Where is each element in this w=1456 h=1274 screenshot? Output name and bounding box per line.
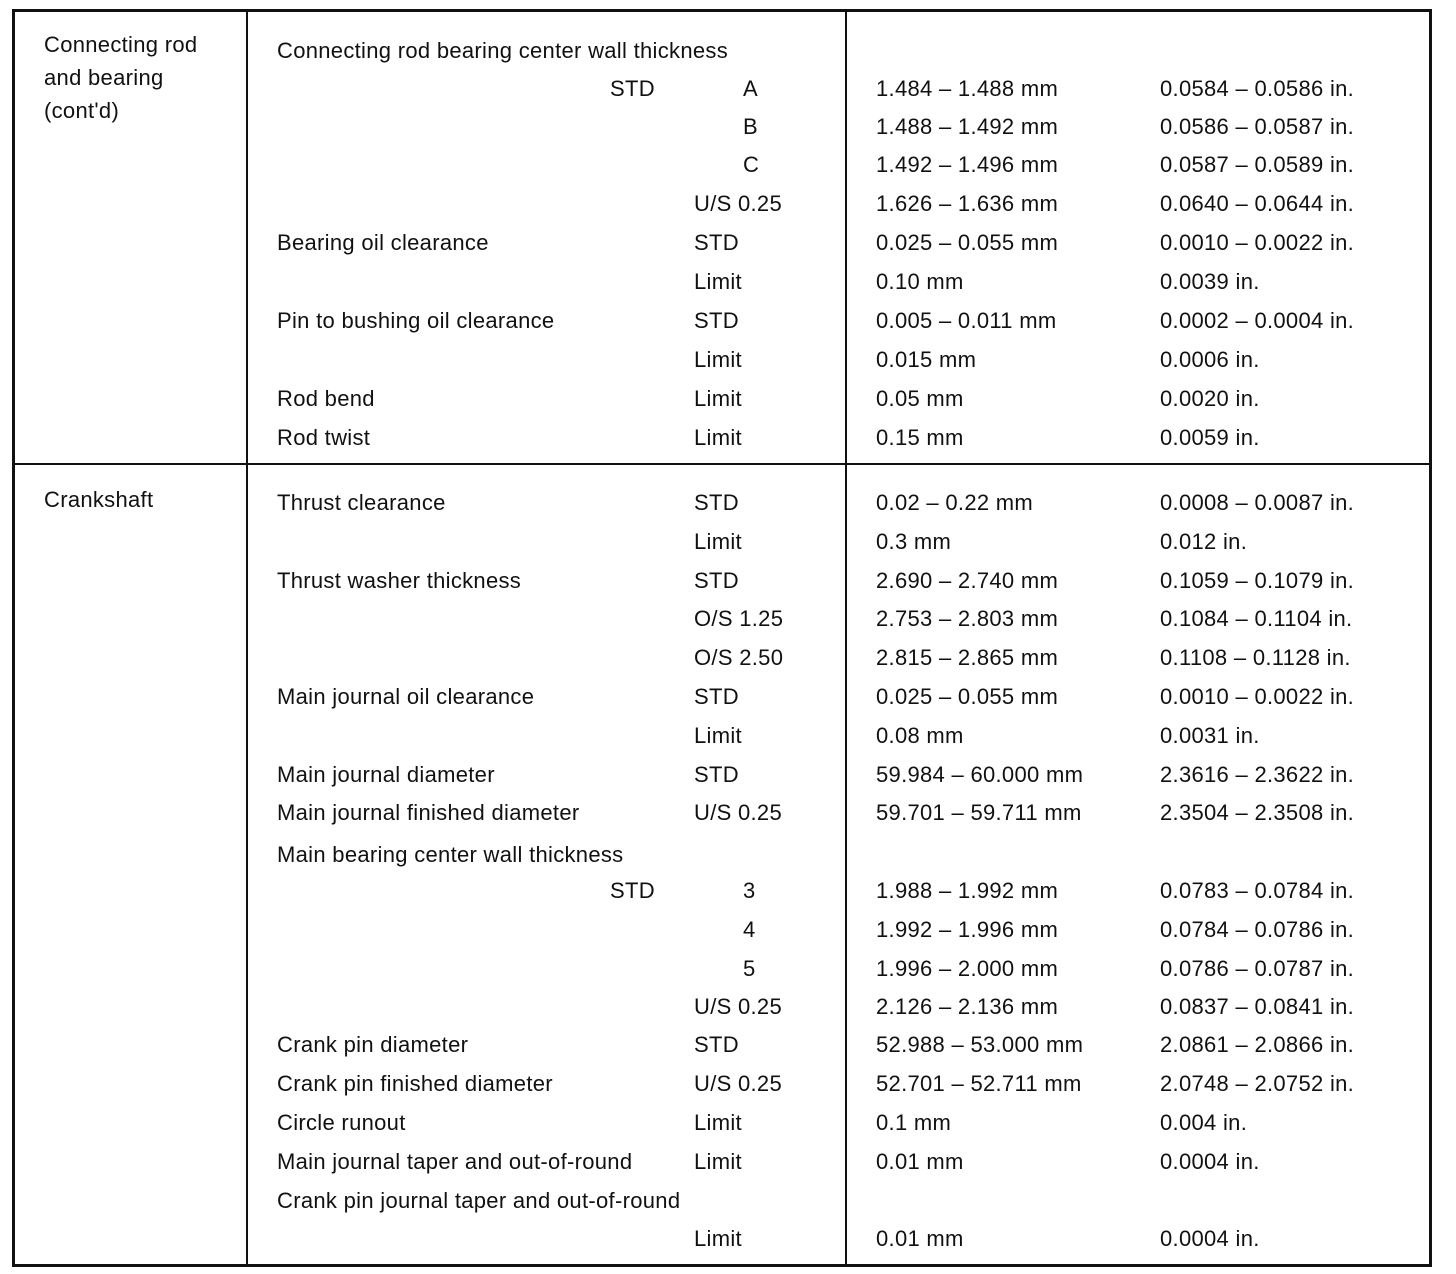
column-divider-2 xyxy=(845,9,847,1267)
spec-item-label: Main journal finished diameter xyxy=(277,800,580,825)
condition-label: Limit xyxy=(694,1226,742,1251)
value-inch: 0.0783 – 0.0784 in. xyxy=(1160,878,1355,903)
condition-label: Limit xyxy=(694,1149,742,1174)
value-inch: 0.0837 – 0.0841 in. xyxy=(1160,994,1355,1019)
spec-item-label: Connecting rod bearing center wall thickness xyxy=(277,38,728,63)
grade-std-label: STD xyxy=(610,878,655,903)
condition-label: STD xyxy=(694,568,739,593)
condition-label: U/S 0.25 xyxy=(694,1071,783,1096)
condition-label: Limit xyxy=(694,1110,742,1135)
condition-label: STD xyxy=(694,490,739,515)
value-mm: 0.025 – 0.055 mm xyxy=(876,684,1059,709)
condition-label: U/S 0.25 xyxy=(694,800,783,825)
spec-item-label: Main bearing center wall thickness xyxy=(277,842,624,867)
value-inch: 2.3504 – 2.3508 in. xyxy=(1160,800,1355,825)
grade-mark: B xyxy=(743,114,758,139)
condition-label: Limit xyxy=(694,269,742,294)
value-mm: 1.996 – 2.000 mm xyxy=(876,956,1059,981)
condition-label: Limit xyxy=(694,723,742,748)
value-mm: 0.025 – 0.055 mm xyxy=(876,230,1059,255)
value-mm: 0.015 mm xyxy=(876,347,977,372)
grade-mark: C xyxy=(743,152,760,177)
value-mm: 1.626 – 1.636 mm xyxy=(876,191,1059,216)
grade-mark: A xyxy=(743,76,758,101)
value-inch: 0.1108 – 0.1128 in. xyxy=(1160,645,1351,670)
value-inch: 0.0587 – 0.0589 in. xyxy=(1160,152,1355,177)
section-title-line: Crankshaft xyxy=(44,487,154,512)
grade-mark: 5 xyxy=(743,956,756,981)
value-inch: 0.0010 – 0.0022 in. xyxy=(1160,230,1355,255)
value-inch: 0.0059 in. xyxy=(1160,425,1260,450)
value-inch: 0.0640 – 0.0644 in. xyxy=(1160,191,1355,216)
condition-label: U/S 0.25 xyxy=(694,191,783,216)
value-mm: 0.005 – 0.011 mm xyxy=(876,308,1057,333)
value-mm: 0.1 mm xyxy=(876,1110,952,1135)
condition-label: O/S 1.25 xyxy=(694,606,784,631)
value-inch: 0.0002 – 0.0004 in. xyxy=(1160,308,1355,333)
value-inch: 0.0784 – 0.0786 in. xyxy=(1160,917,1355,942)
value-mm: 0.15 mm xyxy=(876,425,964,450)
spec-item-label: Main journal diameter xyxy=(277,762,495,787)
condition-label: STD xyxy=(694,684,739,709)
section-divider xyxy=(12,463,1432,465)
value-inch: 2.3616 – 2.3622 in. xyxy=(1160,762,1355,787)
value-inch: 0.0020 in. xyxy=(1160,386,1260,411)
value-inch: 0.004 in. xyxy=(1160,1110,1248,1135)
value-mm: 1.988 – 1.992 mm xyxy=(876,878,1059,903)
spec-item-label: Rod bend xyxy=(277,386,375,411)
grade-std-label: STD xyxy=(610,76,655,101)
value-mm: 2.815 – 2.865 mm xyxy=(876,645,1059,670)
value-inch: 2.0861 – 2.0866 in. xyxy=(1160,1032,1355,1057)
condition-label: Limit xyxy=(694,386,742,411)
value-mm: 0.02 – 0.22 mm xyxy=(876,490,1034,515)
value-mm: 52.988 – 53.000 mm xyxy=(876,1032,1084,1057)
spec-item-label: Rod twist xyxy=(277,425,371,450)
value-inch: 0.0006 in. xyxy=(1160,347,1260,372)
value-mm: 52.701 – 52.711 mm xyxy=(876,1071,1082,1096)
value-inch: 0.0584 – 0.0586 in. xyxy=(1160,76,1355,101)
spec-item-label: Bearing oil clearance xyxy=(277,230,489,255)
spec-item-label: Crank pin finished diameter xyxy=(277,1071,553,1096)
value-mm: 1.992 – 1.996 mm xyxy=(876,917,1059,942)
condition-label: Limit xyxy=(694,425,742,450)
section-title-line: Connecting rod xyxy=(44,32,198,57)
condition-label: U/S 0.25 xyxy=(694,994,783,1019)
value-inch: 0.0031 in. xyxy=(1160,723,1260,748)
value-mm: 2.690 – 2.740 mm xyxy=(876,568,1059,593)
value-mm: 1.492 – 1.496 mm xyxy=(876,152,1059,177)
value-mm: 59.701 – 59.711 mm xyxy=(876,800,1082,825)
value-inch: 0.0039 in. xyxy=(1160,269,1260,294)
value-inch: 0.0004 in. xyxy=(1160,1149,1260,1174)
value-inch: 0.0008 – 0.0087 in. xyxy=(1160,490,1355,515)
value-mm: 0.01 mm xyxy=(876,1226,964,1251)
value-mm: 0.08 mm xyxy=(876,723,964,748)
spec-item-label: Thrust washer thickness xyxy=(277,568,522,593)
spec-item-label: Crank pin diameter xyxy=(277,1032,469,1057)
value-mm: 0.10 mm xyxy=(876,269,964,294)
grade-mark: 4 xyxy=(743,917,756,942)
value-mm: 0.01 mm xyxy=(876,1149,964,1174)
condition-label: O/S 2.50 xyxy=(694,645,784,670)
column-divider-1 xyxy=(246,9,248,1267)
section-title-line: and bearing xyxy=(44,65,164,90)
condition-label: STD xyxy=(694,1032,739,1057)
spec-item-label: Pin to bushing oil clearance xyxy=(277,308,555,333)
value-mm: 0.3 mm xyxy=(876,529,952,554)
value-inch: 2.0748 – 2.0752 in. xyxy=(1160,1071,1355,1096)
value-inch: 0.1059 – 0.1079 in. xyxy=(1160,568,1355,593)
spec-item-label: Circle runout xyxy=(277,1110,406,1135)
value-inch: 0.012 in. xyxy=(1160,529,1248,554)
value-inch: 0.0010 – 0.0022 in. xyxy=(1160,684,1355,709)
value-mm: 0.05 mm xyxy=(876,386,964,411)
value-mm: 2.126 – 2.136 mm xyxy=(876,994,1059,1019)
grade-mark: 3 xyxy=(743,878,756,903)
condition-label: Limit xyxy=(694,529,742,554)
spec-item-label: Main journal oil clearance xyxy=(277,684,535,709)
value-mm: 2.753 – 2.803 mm xyxy=(876,606,1059,631)
spec-item-label: Crank pin journal taper and out-of-round xyxy=(277,1188,681,1213)
value-mm: 59.984 – 60.000 mm xyxy=(876,762,1084,787)
value-inch: 0.1084 – 0.1104 in. xyxy=(1160,606,1353,631)
condition-label: STD xyxy=(694,230,739,255)
section-title-line: (cont'd) xyxy=(44,98,120,123)
condition-label: STD xyxy=(694,308,739,333)
value-inch: 0.0586 – 0.0587 in. xyxy=(1160,114,1355,139)
spec-item-label: Thrust clearance xyxy=(277,490,446,515)
value-mm: 1.484 – 1.488 mm xyxy=(876,76,1059,101)
condition-label: Limit xyxy=(694,347,742,372)
value-inch: 0.0786 – 0.0787 in. xyxy=(1160,956,1355,981)
spec-item-label: Main journal taper and out-of-round xyxy=(277,1149,633,1174)
value-inch: 0.0004 in. xyxy=(1160,1226,1260,1251)
value-mm: 1.488 – 1.492 mm xyxy=(876,114,1059,139)
condition-label: STD xyxy=(694,762,739,787)
